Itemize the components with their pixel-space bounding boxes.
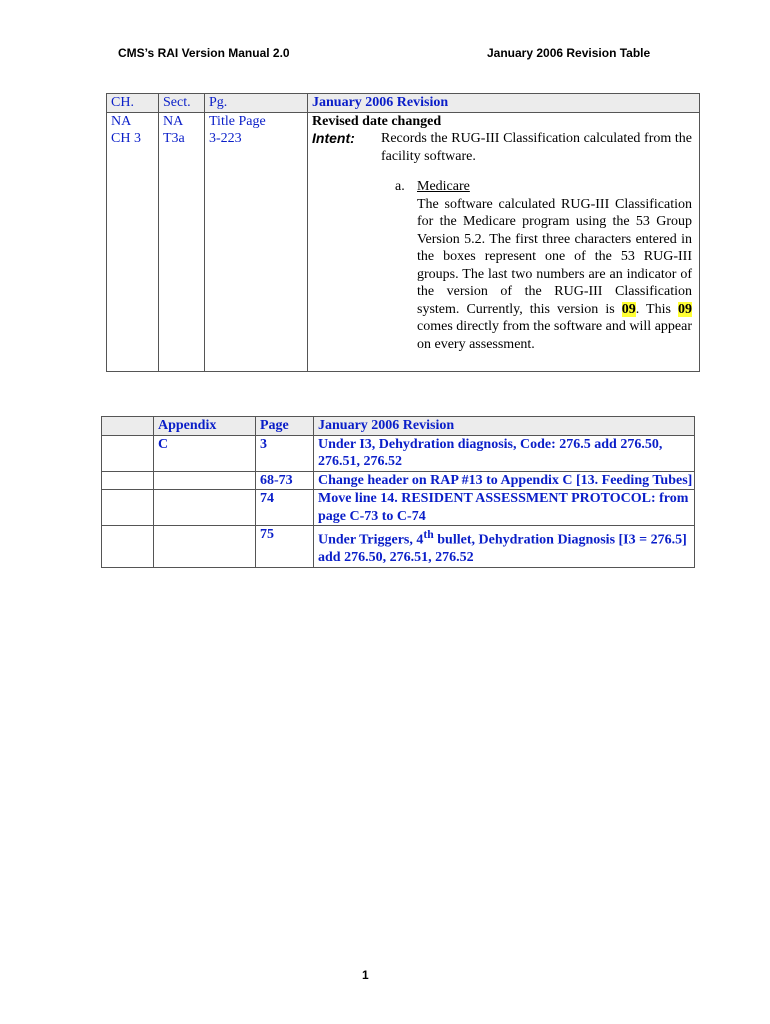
cell-pg: 3-223 (205, 130, 308, 372)
body-text: . This (635, 301, 678, 317)
cell-appendix (154, 490, 256, 526)
running-header-left: CMS’s RAI Version Manual 2.0 (118, 46, 290, 60)
cell-revision: Revised date changed (308, 112, 700, 130)
table-row (102, 471, 695, 490)
running-header-right: January 2006 Revision Table (487, 46, 651, 60)
header-blank (102, 417, 154, 436)
cell-blank (102, 526, 154, 568)
version-highlight: 09 (621, 301, 636, 317)
cell-revision (314, 526, 695, 568)
page-number: 1 (362, 968, 369, 982)
version-highlight: 09 (678, 301, 692, 317)
cell-page: 75 (256, 526, 314, 568)
medicare-item (395, 178, 692, 353)
intent-label: Intent: (312, 130, 355, 146)
cell-sect: NA (159, 112, 205, 130)
cell-ch: CH 3 (107, 130, 159, 372)
table-row (102, 435, 695, 471)
cell-blank (102, 490, 154, 526)
header-appendix: Appendix (154, 417, 256, 436)
header-revision: January 2006 Revision (314, 417, 695, 436)
table-row (102, 526, 695, 568)
cell-revision: Change header on RAP #13 to Appendix C [13. Feeding Tubes] (314, 471, 695, 490)
cell-appendix (154, 471, 256, 490)
revision-table-chapters (106, 93, 700, 372)
header-pg: Pg. (205, 94, 308, 113)
item-title: Medicare (417, 179, 470, 194)
item-body (417, 196, 692, 354)
table-header-row (107, 94, 700, 113)
cell-ch: NA (107, 112, 159, 130)
intent-block (312, 130, 699, 353)
header-page: Page (256, 417, 314, 436)
cell-revision: Move line 14. RESIDENT ASSESSMENT PROTOCOL: from page C-73 to C-74 (314, 490, 695, 526)
table-row (102, 490, 695, 526)
cell-page: 68-73 (256, 471, 314, 490)
ordinal-suffix: th (423, 528, 434, 541)
header-sect: Sect. (159, 94, 205, 113)
body-text: The software calculated RUG-III Classification for the Medicare program using the 53 Group Version 5.2. The first three characters entered in the boxes represent one of the 53 RUG-III groups. The last two numbers are an indicator of the version of the RUG-III Classification system. Currently, this version is (417, 196, 692, 317)
cell-page: 74 (256, 490, 314, 526)
intent-text: Records the RUG-III Classification calculated from the facility software. (381, 131, 692, 164)
item-marker: a. (395, 179, 405, 194)
cell-page: 3 (256, 435, 314, 471)
cell-appendix (154, 526, 256, 568)
cell-revision: Under I3, Dehydration diagnosis, Code: 276.5 add 276.50, 276.51, 276.52 (314, 435, 695, 471)
body-text: comes directly from the software and will appear on every assessment. (417, 319, 692, 352)
cell-blank (102, 435, 154, 471)
cell-sect: T3a (159, 130, 205, 372)
header-ch: CH. (107, 94, 159, 113)
header-revision: January 2006 Revision (308, 94, 700, 113)
cell-revision-detail (308, 130, 700, 372)
table-header-row (102, 417, 695, 436)
revision-text: Under Triggers, 4 (318, 532, 424, 548)
revision-text: bullet, Dehydration Diagnosis [I3 = 276.5] add 276.50, 276.51, 276.52 (318, 532, 687, 566)
table-row (107, 130, 700, 372)
cell-pg: Title Page (205, 112, 308, 130)
table-row (107, 112, 700, 130)
revision-table-appendix (101, 416, 695, 568)
cell-blank (102, 471, 154, 490)
cell-appendix: C (154, 435, 256, 471)
